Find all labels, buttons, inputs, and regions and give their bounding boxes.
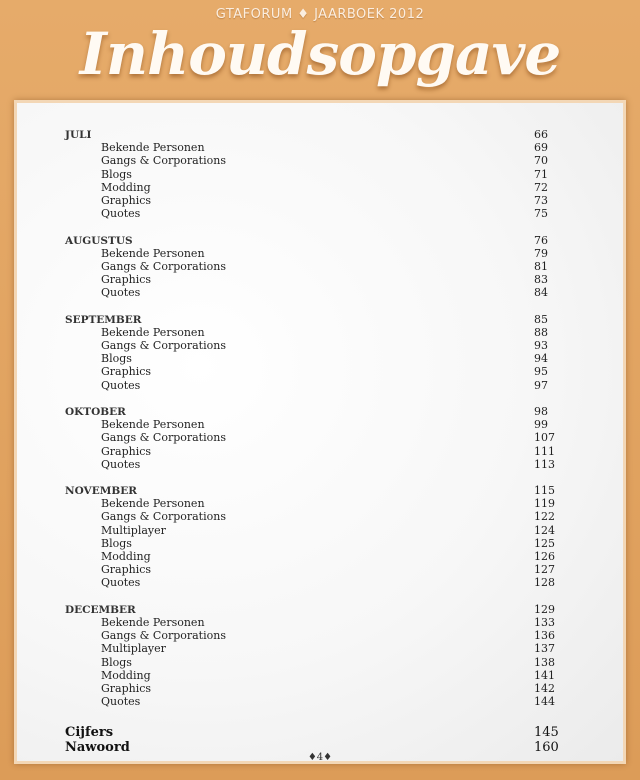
toc-entry[interactable] bbox=[65, 682, 585, 695]
toc-page-number: 144 bbox=[534, 695, 555, 709]
toc-page-number: 129 bbox=[534, 602, 555, 616]
toc-entry[interactable] bbox=[65, 339, 585, 352]
toc-entry-label: Graphics bbox=[101, 365, 152, 379]
toc-section-heading[interactable] bbox=[65, 405, 585, 418]
toc-entry[interactable] bbox=[65, 154, 585, 167]
toc-entry-label: Bekende Personen bbox=[101, 141, 205, 155]
toc-entry-label: Blogs bbox=[101, 655, 132, 669]
toc-entry[interactable] bbox=[65, 181, 585, 194]
page-number: ♦4♦ bbox=[307, 752, 333, 763]
toc-page-number: 72 bbox=[534, 180, 548, 194]
toc-entry-label: Blogs bbox=[101, 536, 132, 550]
toc-section-augustus bbox=[65, 234, 585, 300]
toc-page-number: 126 bbox=[534, 550, 555, 563]
toc-entry-label: Gangs & Corporations bbox=[101, 629, 226, 643]
toc-entry[interactable] bbox=[65, 365, 585, 378]
toc-page-number: 111 bbox=[534, 444, 555, 458]
toc-page-number: 79 bbox=[534, 246, 548, 260]
toc-section-title: SEPTEMBER bbox=[65, 313, 142, 326]
toc-entry-label: Quotes bbox=[101, 207, 141, 221]
toc-entry-label: Bekende Personen bbox=[101, 418, 205, 432]
toc-entry[interactable] bbox=[65, 273, 585, 286]
toc-page-number: 69 bbox=[534, 141, 548, 155]
toc-entry-label: Graphics bbox=[101, 273, 152, 287]
toc-final-label: Cijfers bbox=[65, 725, 114, 740]
toc-entry[interactable] bbox=[65, 642, 585, 655]
toc-page-number: 142 bbox=[534, 681, 555, 695]
toc-section-oktober bbox=[65, 405, 585, 471]
toc-page-number: 97 bbox=[534, 378, 548, 392]
toc-page-number: 75 bbox=[534, 207, 548, 221]
toc-entry[interactable] bbox=[65, 510, 585, 523]
toc-entry-label: Bekende Personen bbox=[101, 325, 205, 339]
toc-entry[interactable] bbox=[65, 616, 585, 629]
toc-entry-label: Graphics bbox=[101, 681, 152, 695]
toc-page-number: 127 bbox=[534, 563, 555, 577]
toc-entry[interactable] bbox=[65, 207, 585, 220]
toc-entry-label: Quotes bbox=[101, 286, 141, 300]
toc-entry-label: Graphics bbox=[101, 563, 152, 577]
toc-page-number: 70 bbox=[534, 154, 548, 168]
toc-section-september bbox=[65, 313, 585, 392]
toc-page-number: 137 bbox=[534, 642, 555, 656]
toc-section-title: JULI bbox=[65, 129, 92, 141]
toc-final-cijfers[interactable] bbox=[65, 725, 585, 740]
toc-entry[interactable] bbox=[65, 550, 585, 563]
toc-entry[interactable] bbox=[65, 458, 585, 471]
toc-entry[interactable] bbox=[65, 445, 585, 458]
toc-entry[interactable] bbox=[65, 524, 585, 537]
toc-entry-label: Modding bbox=[101, 550, 151, 563]
yearbook-subtitle: GTAFORUM ♦ JAARBOEK 2012 bbox=[215, 7, 425, 22]
toc-entry[interactable] bbox=[65, 695, 585, 708]
toc-final-page: 160 bbox=[534, 740, 559, 755]
toc-paper bbox=[14, 100, 626, 764]
toc-entry-label: Gangs & Corporations bbox=[101, 510, 226, 524]
toc-page-number: 119 bbox=[534, 497, 555, 511]
toc-entry-label: Quotes bbox=[101, 378, 141, 392]
toc-page-number: 125 bbox=[534, 536, 555, 550]
toc-page-number: 128 bbox=[534, 576, 555, 590]
toc-entry[interactable] bbox=[65, 497, 585, 510]
toc-entry-label: Bekende Personen bbox=[101, 615, 205, 629]
toc-entry[interactable] bbox=[65, 563, 585, 576]
toc-page-number: 113 bbox=[534, 457, 555, 471]
toc-entry[interactable] bbox=[65, 669, 585, 682]
toc-entry[interactable] bbox=[65, 656, 585, 669]
toc-finals bbox=[65, 725, 585, 755]
toc-entry-label: Bekende Personen bbox=[101, 246, 205, 260]
table-of-contents bbox=[65, 128, 585, 721]
toc-final-page: 145 bbox=[534, 725, 559, 740]
toc-entry-label: Quotes bbox=[101, 695, 141, 709]
toc-entry-label: Gangs & Corporations bbox=[101, 259, 226, 273]
toc-entry-label: Quotes bbox=[101, 457, 141, 471]
toc-entry-label: Gangs & Corporations bbox=[101, 339, 226, 352]
toc-page-number: 136 bbox=[534, 629, 555, 643]
toc-page-number: 73 bbox=[534, 193, 548, 207]
toc-entry[interactable] bbox=[65, 431, 585, 444]
toc-page-number: 138 bbox=[534, 655, 555, 669]
toc-entry-label: Multiplayer bbox=[101, 642, 166, 656]
toc-section-heading[interactable] bbox=[65, 603, 585, 616]
toc-section-heading[interactable] bbox=[65, 234, 585, 247]
toc-page-number: 81 bbox=[534, 259, 548, 273]
toc-entry[interactable] bbox=[65, 141, 585, 154]
toc-section-title: NOVEMBER bbox=[65, 485, 137, 498]
toc-page-number: 98 bbox=[534, 404, 548, 418]
toc-entry[interactable] bbox=[65, 260, 585, 273]
toc-section-juli bbox=[65, 128, 585, 220]
toc-entry-label: Quotes bbox=[101, 576, 141, 590]
toc-entry-label: Gangs & Corporations bbox=[101, 154, 226, 168]
toc-page-number: 84 bbox=[534, 286, 548, 300]
toc-entry-label: Gangs & Corporations bbox=[101, 431, 226, 445]
toc-section-november bbox=[65, 484, 585, 590]
toc-entry[interactable] bbox=[65, 537, 585, 550]
toc-section-heading[interactable] bbox=[65, 484, 585, 497]
toc-page-number: 115 bbox=[534, 484, 555, 498]
toc-section-title: OKTOBER bbox=[65, 405, 126, 418]
toc-page-number: 124 bbox=[534, 523, 555, 537]
toc-entry-label: Blogs bbox=[101, 352, 132, 366]
toc-section-heading[interactable] bbox=[65, 128, 585, 141]
toc-entry[interactable] bbox=[65, 418, 585, 431]
toc-page-number: 76 bbox=[534, 233, 548, 247]
toc-page-number: 88 bbox=[534, 325, 548, 339]
toc-section-title: AUGUSTUS bbox=[65, 234, 133, 247]
toc-section-december bbox=[65, 603, 585, 709]
toc-entry[interactable] bbox=[65, 352, 585, 365]
toc-page-number: 99 bbox=[534, 418, 548, 432]
toc-entry-label: Modding bbox=[101, 668, 151, 682]
toc-entry-label: Graphics bbox=[101, 444, 152, 458]
toc-entry[interactable] bbox=[65, 286, 585, 299]
toc-entry-label: Modding bbox=[101, 180, 151, 194]
toc-page-number: 66 bbox=[534, 128, 548, 141]
toc-entry[interactable] bbox=[65, 247, 585, 260]
toc-entry[interactable] bbox=[65, 576, 585, 589]
toc-page-number: 95 bbox=[534, 365, 548, 379]
toc-entry[interactable] bbox=[65, 379, 585, 392]
toc-entry-label: Blogs bbox=[101, 167, 132, 181]
toc-final-label: Nawoord bbox=[65, 740, 130, 755]
toc-section-heading[interactable] bbox=[65, 313, 585, 326]
toc-section-title: DECEMBER bbox=[65, 603, 136, 616]
toc-entry[interactable] bbox=[65, 194, 585, 207]
toc-entry[interactable] bbox=[65, 629, 585, 642]
toc-page-number: 94 bbox=[534, 352, 548, 366]
toc-page-number: 83 bbox=[534, 273, 548, 287]
toc-entry-label: Graphics bbox=[101, 193, 152, 207]
toc-page-number: 133 bbox=[534, 615, 555, 629]
toc-entry-label: Bekende Personen bbox=[101, 497, 205, 511]
toc-page-number: 141 bbox=[534, 668, 555, 682]
toc-page-number: 85 bbox=[534, 312, 548, 326]
toc-entry-label: Multiplayer bbox=[101, 523, 166, 537]
page-title: Inhoudsopgave bbox=[79, 20, 561, 88]
toc-page-number: 122 bbox=[534, 510, 555, 524]
toc-page-number: 107 bbox=[534, 431, 555, 445]
toc-entry[interactable] bbox=[65, 168, 585, 181]
toc-entry[interactable] bbox=[65, 326, 585, 339]
toc-page-number: 71 bbox=[534, 167, 548, 181]
toc-page-number: 93 bbox=[534, 339, 548, 352]
